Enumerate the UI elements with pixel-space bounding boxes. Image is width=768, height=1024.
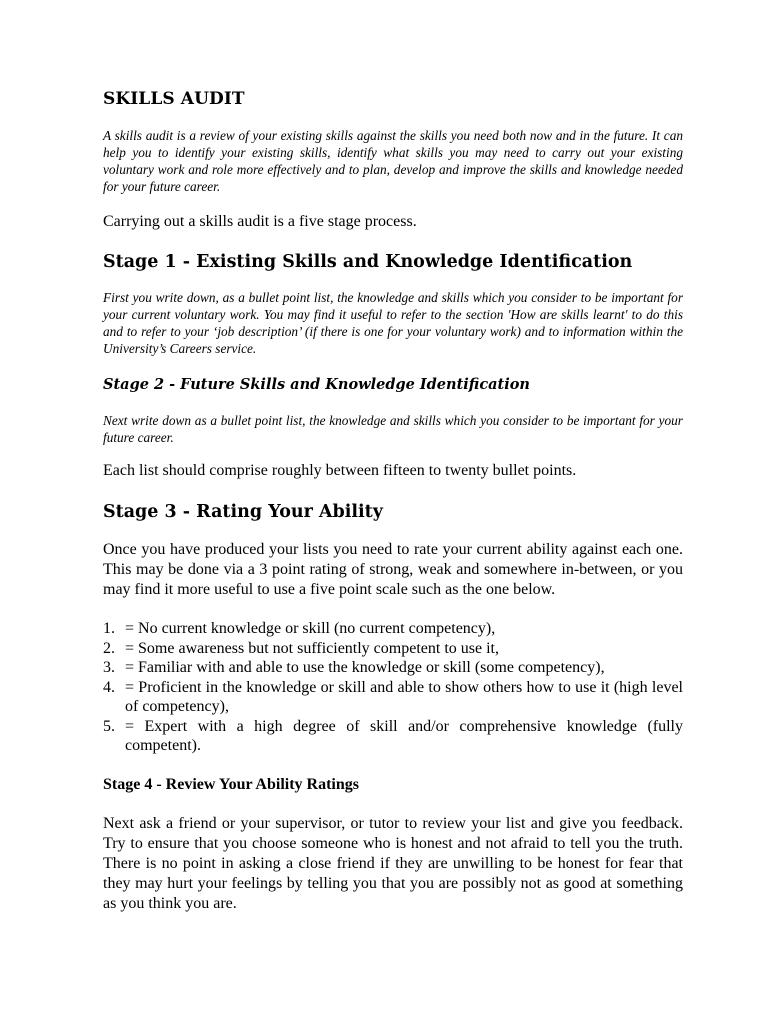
list-item <box>103 658 683 678</box>
document-title: SKILLS AUDIT <box>103 89 245 109</box>
process-line: Carrying out a skills audit is a five stage process. <box>103 213 417 230</box>
rating-text: = No current knowledge or skill (no current competency), <box>125 620 496 637</box>
rating-text: = Some awareness but not sufficiently competent to use it, <box>125 639 499 657</box>
stage3-text: Once you have produced your lists you need to rate your current ability against each one. This may be done via a 3 point rating of strong, weak and somewhere in-between, or you may find it more useful to use a five point scale such as the one below. <box>103 541 683 598</box>
intro-paragraph: A skills audit is a review of your existing skills against the skills you need both now and in the future. It can help you to identify your existing skills, identify what skills you may need to carry out your existing voluntary work and role more effectively and to plan, develop and improve the skills and knowledge needed for your future career. <box>103 128 683 194</box>
list-item <box>103 639 683 659</box>
list-item <box>103 678 683 717</box>
rating-number: 5. <box>103 717 115 735</box>
rating-number: 2. <box>103 639 115 657</box>
list-item <box>103 717 683 756</box>
rating-number: 3. <box>103 659 115 676</box>
stage1-text: First you write down, as a bullet point list, the knowledge and skills which you consider to be important for your current voluntary work. You may find it useful to refer to the section 'How are skills learnt' to do this and to refer to your ‘job description’ (if there is one for your voluntary work) and to information within the University’s Careers service. <box>103 290 683 356</box>
stage2-heading: Stage 2 - Future Skills and Knowledge Identification <box>103 376 530 393</box>
stage3-heading: Stage 3 - Rating Your Ability <box>103 502 383 522</box>
stage4-heading: Stage 4 - Review Your Ability Ratings <box>103 775 359 793</box>
rating-text: = Familiar with and able to use the knowledge or skill (some competency), <box>125 659 605 676</box>
stage1-heading: Stage 1 - Existing Skills and Knowledge Identification <box>103 252 633 272</box>
list-item <box>103 619 683 639</box>
rating-text: = Proficient in the knowledge or skill and able to show others how to use it (high level of competency), <box>125 678 683 715</box>
stage4-text: Next ask a friend or your supervisor, or tutor to review your list and give you feedback. Try to ensure that you choose someone who is honest and not afraid to tell you the truth. There is no point in asking a close friend if they are unwilling to be honest for fear that they may hurt your feelings by telling you that you are possibly not as good at something as you think you are. <box>103 814 683 912</box>
list-note: Each list should comprise roughly between fifteen to twenty bullet points. <box>103 462 577 479</box>
rating-number: 1. <box>103 620 115 637</box>
rating-text: = Expert with a high degree of skill and/or comprehensive knowledge (fully competent). <box>125 717 683 754</box>
rating-number: 4. <box>103 678 115 696</box>
stage2-text: Next write down as a bullet point list, the knowledge and skills which you consider to be important for your future career. <box>103 413 683 445</box>
rating-scale-list <box>103 619 683 756</box>
